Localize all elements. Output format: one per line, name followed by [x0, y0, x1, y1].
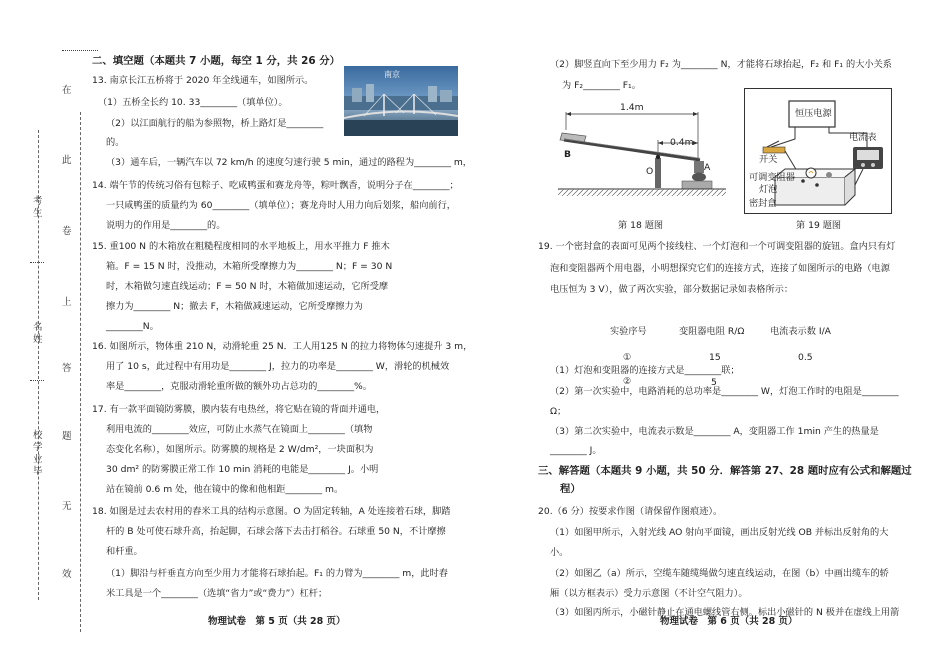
text-line: ________N。	[106, 321, 159, 332]
page-footer-right: 物理试卷 第 6 页（共 28 页）	[660, 616, 798, 627]
caption-fig19: 第 19 题图	[796, 220, 842, 231]
text-line: 为 F₂________ F₁。	[562, 80, 641, 91]
margin-mark	[62, 50, 98, 51]
text-line: 率是________，克服动滑轮重所做的额外功占总功的________%。	[106, 381, 372, 392]
text-line: 一只咸鸭蛋的质量约为 60________（填单位）；赛龙舟时人用力向后划浆，船向前行，	[106, 200, 456, 211]
text-line: 20.（6 分）按要求作图（请保留作图痕迹）。	[538, 506, 723, 517]
table-cell: 15	[709, 352, 721, 363]
text-line: Ω；	[550, 406, 567, 417]
text-line: 小。	[550, 547, 569, 558]
text-line: （3）如图丙所示，小磁针静止在通电螺线管右侧。标出小磁针的 N 极并在虚线上用箭	[550, 607, 900, 618]
text-line: 利用电流的________效应，可防止水蒸气在镜面上________（填物	[106, 424, 373, 435]
text-line: 16. 如图所示，物体重 210 N，动滑轮重 25 N．工人用125 N 的拉力将物体匀速提升 3 m，	[92, 341, 473, 352]
text-line: （1）脚沿与杆垂直方向至少用力才能将石球抬起。F₁ 的力臂为________ m，此时舂	[106, 568, 448, 579]
text-line: 箱。F = 15 N 时，没推动，木箱所受摩擦力为________ N；F = 30 N	[106, 261, 393, 272]
text-line: 19. 一个密封盒的表面可见两个接线柱、一个灯泡和一个可调变阻器的旋钮。盒内只有灯	[538, 241, 896, 252]
text-line: 厢（以方框表示）受力示意图（不计空气阻力）。	[550, 588, 748, 599]
section-title-fill-in: 二、填空题（本题共 7 小题，每空 1 分，共 26 分）	[92, 55, 341, 67]
photo-label: 南京	[384, 70, 400, 79]
text-line: 和杆重。	[106, 546, 143, 557]
text-line: 时，木箱做匀速直线运动；F = 50 N 时，木箱做加速运动，它所受摩	[106, 281, 389, 292]
box-label: 密封盒	[749, 198, 777, 209]
binding-char: 卷	[62, 226, 72, 237]
text-line: （3）第二次实验中，电流表示数是________ A，变阻器工作 1min 产生的热量是	[550, 426, 879, 437]
text-line: ________ J。	[550, 445, 602, 456]
text-line: 30 dm² 的防雾膜正常工作 10 min 消耗的电能是________ J。小明	[106, 464, 379, 475]
binding-char: 无	[62, 501, 72, 512]
table-cell: ①	[623, 352, 632, 363]
table-header: 实验序号	[610, 326, 647, 337]
text-line: 用了 10 s，此过程中有用功是________ J，拉力的功率是________ W，滑轮的机械效	[106, 361, 450, 372]
text-line: （2）第一次实验中，电路消耗的总功率是________ W，灯泡工作时的电阻是________	[550, 386, 899, 397]
table-cell: 5	[711, 377, 717, 388]
text-line: （1）五桥全长约 10. 33________（填单位）。	[98, 97, 288, 108]
length-label: 1.4m	[620, 102, 644, 113]
binding-char: 题	[62, 431, 72, 442]
table-header: 电流表示数 I/A	[770, 326, 831, 337]
field-label-school: 校 学 业 毕	[33, 430, 43, 477]
rheostat-label: 可调变阻器	[749, 172, 795, 183]
binding-char: 效	[62, 569, 72, 580]
text-line: 态变化名称），如图所示。防雾膜的规格是 2 W/dm²，一块面积为	[106, 444, 374, 455]
text-line: 13. 南京长江五桥将于 2020 年全线通车，如图所示。	[92, 75, 314, 86]
figure-18-pestle-lever	[558, 95, 726, 207]
blank-line	[30, 262, 44, 263]
caption-fig18: 第 18 题图	[618, 220, 664, 231]
text-line: 17. 有一款平面镜防雾膜，膜内装有电热丝，将它贴在镜的背面并通电，	[92, 404, 386, 415]
text-line: （2）脚竖直向下至少用力 F₂ 为________ N，才能将石球抬起，F₂ 和 F₁ 的大小关系	[550, 59, 892, 70]
text-line: （1）灯泡和变阻器的连接方式是________联；	[550, 365, 740, 376]
text-line: 18. 如图是过去农村用的舂米工具的结构示意图。O 为固定转轴，A 处连接着石球，脚踏	[92, 506, 451, 517]
binding-line	[80, 112, 81, 632]
table-cell: 0.5	[798, 352, 813, 363]
power-supply-label: 恒压电源	[795, 108, 832, 119]
table-cell: ②	[623, 376, 632, 387]
text-line: 米工具是一个________（选填“省力”或“费力”）杠杆；	[106, 588, 328, 599]
text-line: （3）通车后，一辆汽车以 72 km/h 的速度匀速行驶 5 min，通过的路程为________ m，	[106, 157, 472, 168]
text-line: 泡和变阻器两个用电器，小明想探究它们的连接方式，连接了如图所示的电路（电源	[550, 263, 890, 274]
text-line: 站在镜前 0.6 m 处，他在镜中的像和他相距________ m。	[106, 484, 344, 495]
text-line: 的。	[106, 137, 125, 148]
point-label-o: O	[646, 166, 654, 177]
table-header: 变阻器电阻 R/Ω	[679, 326, 745, 337]
figure-19-circuit	[744, 88, 892, 214]
text-line: 杆的 B 处可使石球升高，抬起脚，石球会落下去击打稻谷。石球重 50 N，不计摩擦	[106, 526, 446, 537]
blank-line	[30, 380, 44, 381]
field-label-exam-id: 考 生	[33, 196, 43, 219]
section-title-answer: 三、解答题（本题共 9 小题，共 50 分．解答第 27、28 题时应有公式和解题过	[538, 465, 912, 477]
text-line: （2）以江面航行的船为参照物，桥上路灯是________	[106, 118, 324, 129]
field-label-name: 名 姓	[33, 322, 43, 345]
text-line: 15. 重100 N 的木箱放在粗糙程度相同的水平地板上，用水平推力 F 推木	[92, 241, 390, 252]
bulb-label: 灯泡	[759, 184, 778, 195]
text-line: 说明力的作用是________的。	[106, 220, 226, 231]
text-line: 电压恒为 3 V），做了两次实验，部分数据记录如表格所示：	[550, 284, 794, 295]
binding-char: 答	[62, 363, 72, 374]
section-title-answer-cont: 程）	[560, 483, 581, 495]
binding-char: 在	[62, 85, 72, 96]
point-label-a: A	[704, 162, 711, 173]
switch-label: 开关	[759, 154, 778, 165]
length-label: 0.4m	[670, 137, 694, 148]
point-label-b: B	[564, 149, 572, 160]
binding-char: 上	[62, 297, 72, 308]
text-line: （2）如图乙（a）所示，空缆车随缆绳做匀速直线运动，在图（b）中画出缆车的轿	[550, 568, 889, 579]
text-line: 14. 端午节的传统习俗有包粽子、吃咸鸭蛋和赛龙舟等，粽叶飘香，说明分子在________；	[92, 180, 459, 191]
ammeter-label: 电流表	[849, 132, 877, 143]
text-line: 擦力为________ N；撤去 F，木箱做减速运动，它所受摩擦力为	[106, 301, 363, 312]
binding-char: 此	[62, 155, 72, 166]
bridge-photo	[344, 66, 458, 136]
page-footer-left: 物理试卷 第 5 页（共 28 页）	[208, 616, 346, 627]
text-line: （1）如图甲所示，入射光线 AO 射向平面镜，画出反射光线 OB 并标出反射角的大	[550, 527, 889, 538]
